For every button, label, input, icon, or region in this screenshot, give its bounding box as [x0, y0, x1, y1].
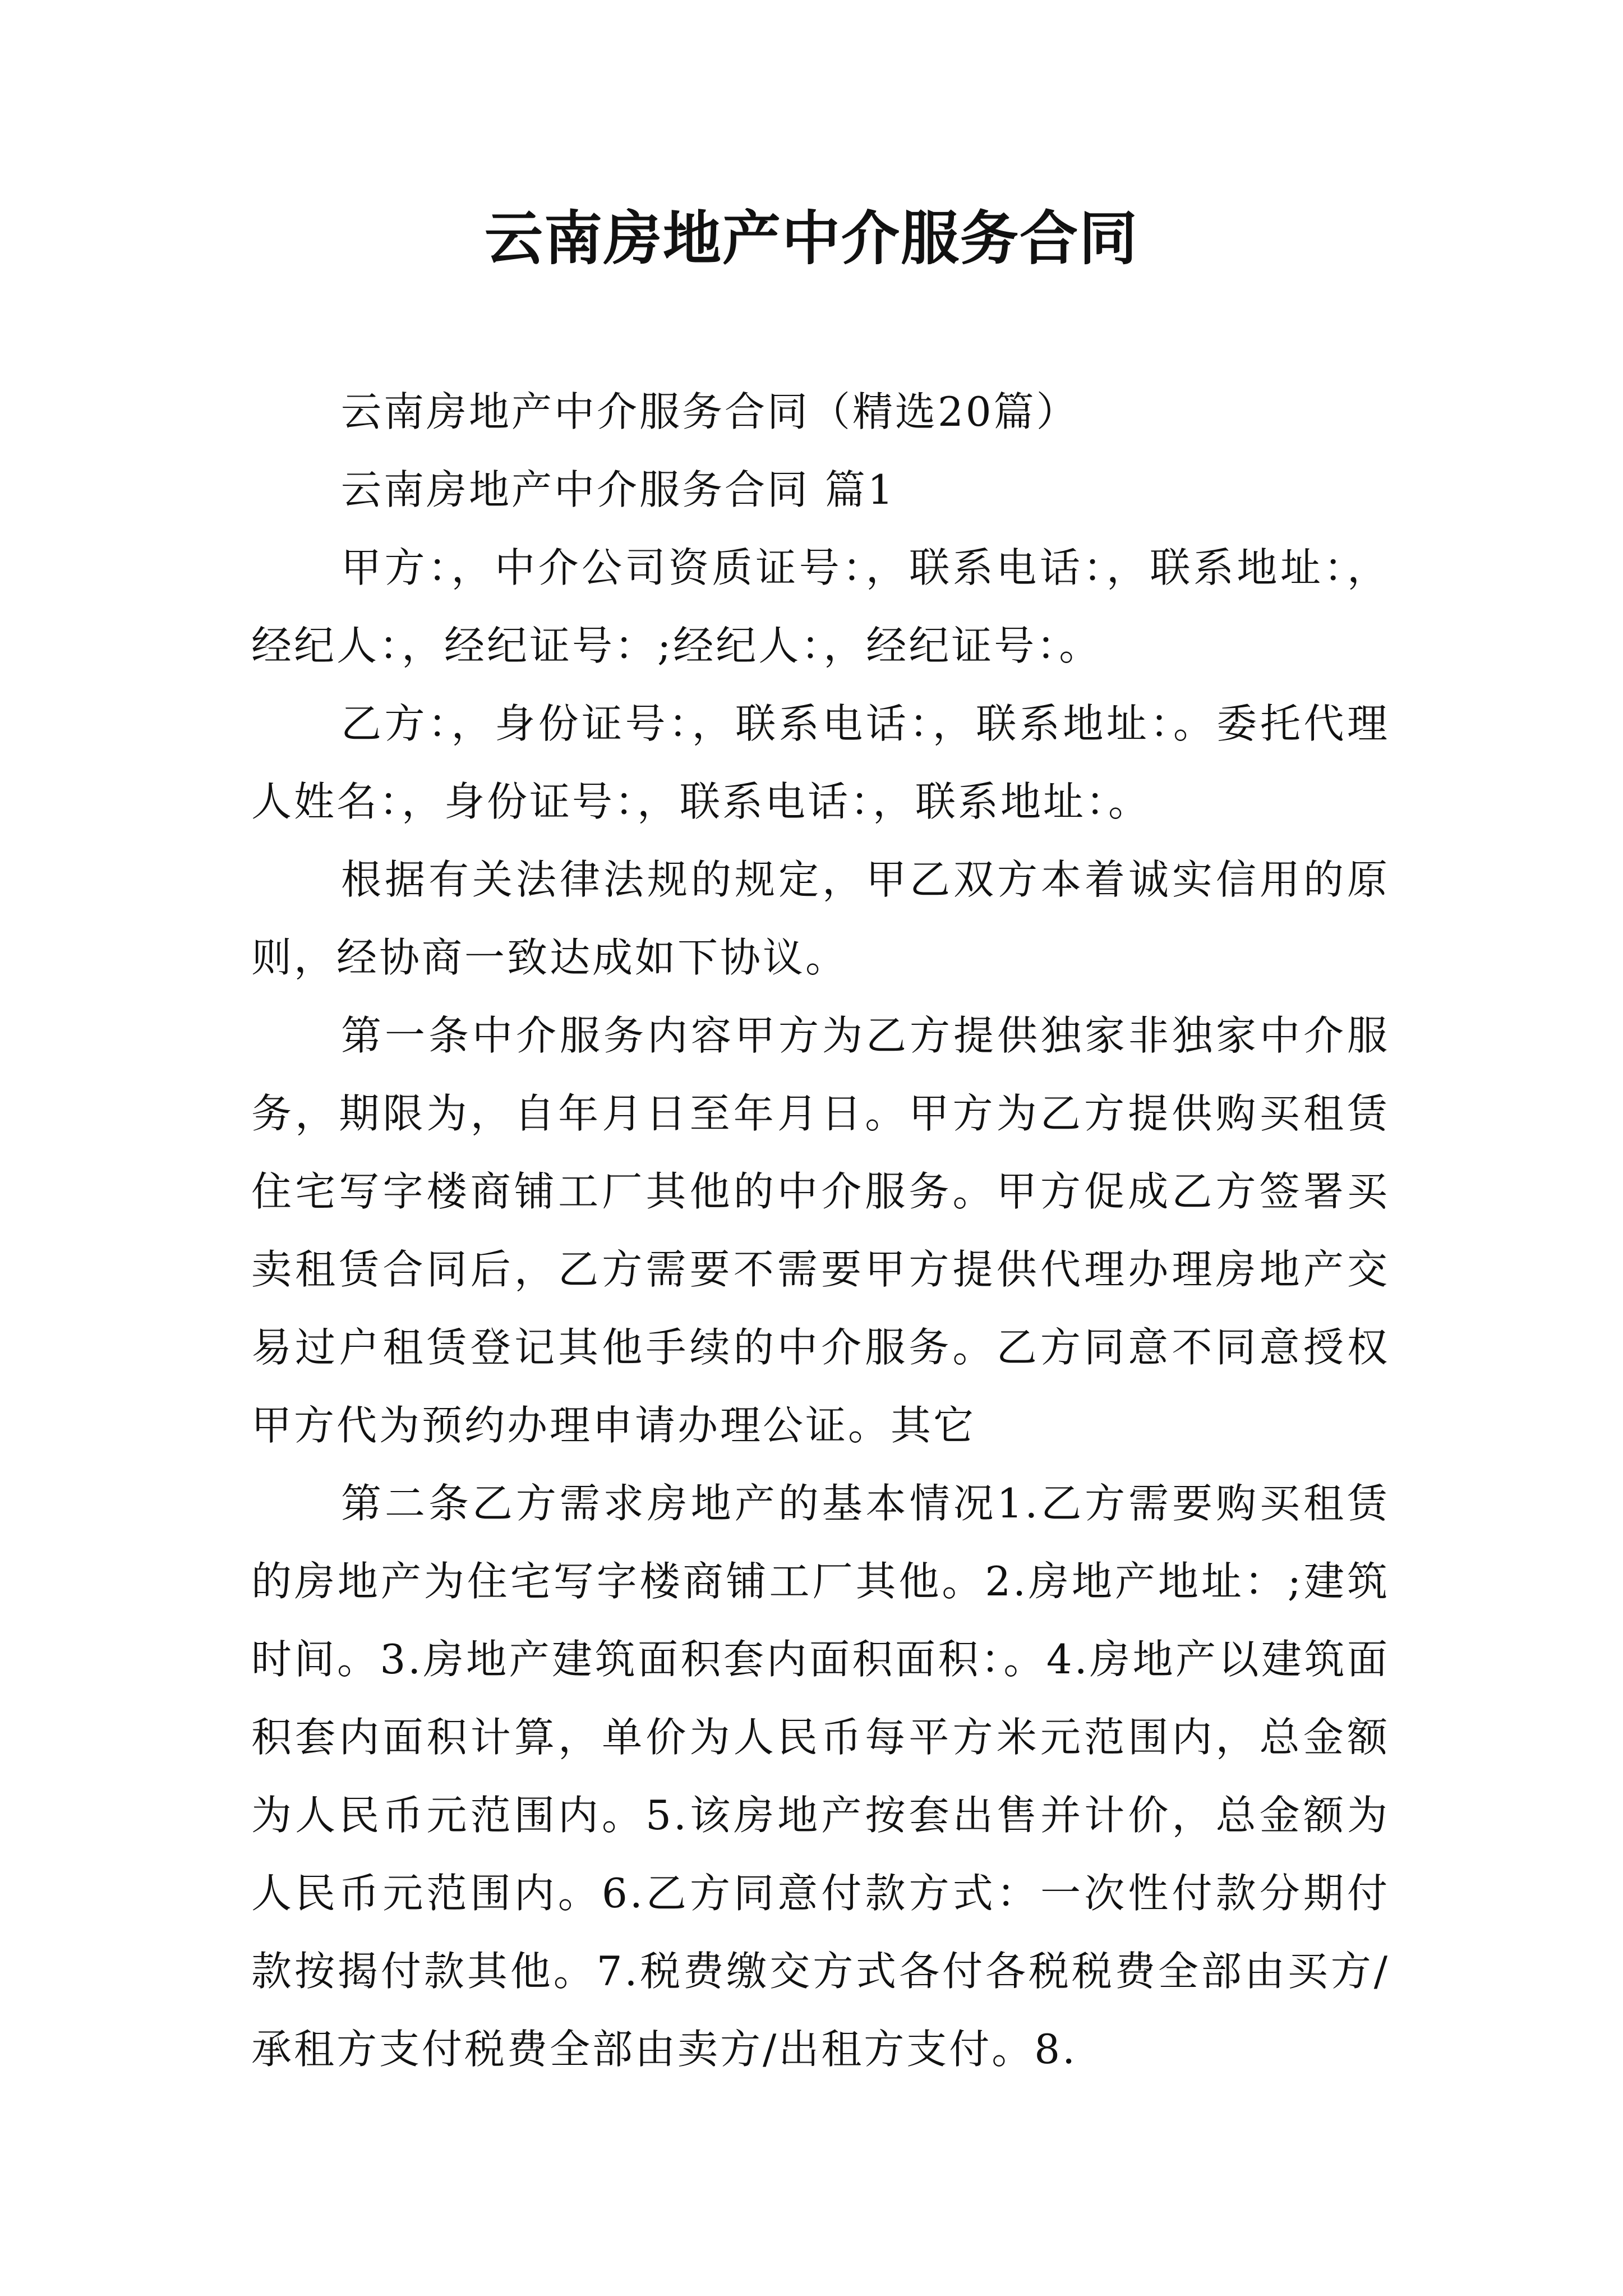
paragraph-subtitle: 云南房地产中介服务合同（精选20篇）	[341, 388, 1079, 435]
paragraph-party-b: 乙方：，身份证号：，联系电话：，联系地址：。委托代理人姓名：，身份证号：，联系电话：，联系地址：。	[251, 700, 1390, 825]
paragraph-article-1: 第一条中介服务内容甲方为乙方提供独家非独家中介服务，期限为，自年月日至年月日。甲方为乙方提供购买租赁住宅写字楼商铺工厂其他的中介服务。甲方促成乙方签署买卖租赁合同后，乙方需要不需要甲方提供代理办理房地产交易过户租赁登记其他手续的中介服务。乙方同意不同意授权甲方代为预约办理申请办理公证。其它	[251, 1012, 1390, 1449]
paragraph-party-a: 甲方：，中介公司资质证号：，联系电话：，联系地址：，经纪人：，经纪证号：;经纪人：，经纪证号：。	[251, 544, 1390, 669]
document-body	[251, 373, 1390, 2088]
paragraph-preamble: 根据有关法律法规的规定，甲乙双方本着诚实信用的原则，经协商一致达成如下协议。	[251, 856, 1390, 981]
paragraph-article-2: 第二条乙方需求房地产的基本情况1.乙方需要购买租赁的房地产为住宅写字楼商铺工厂其他。2.房地产地址：;建筑时间。3.房地产建筑面积套内面积面积：。4.房地产以建筑面积套内面积计算，单价为人民币每平方米元范围内，总金额为人民币元范围内。5.该房地产按套出售并计价，总金额为人民币元范围内。6.乙方同意付款方式：一次性付款分期付款按揭付款其他。7.税费缴交方式各付各税税费全部由买方/承租方支付税费全部由卖方/出租方支付。8.	[251, 1480, 1390, 2073]
document-title: 云南房地产中介服务合同	[484, 204, 1138, 273]
paragraph-section-heading: 云南房地产中介服务合同 篇1	[341, 466, 896, 513]
